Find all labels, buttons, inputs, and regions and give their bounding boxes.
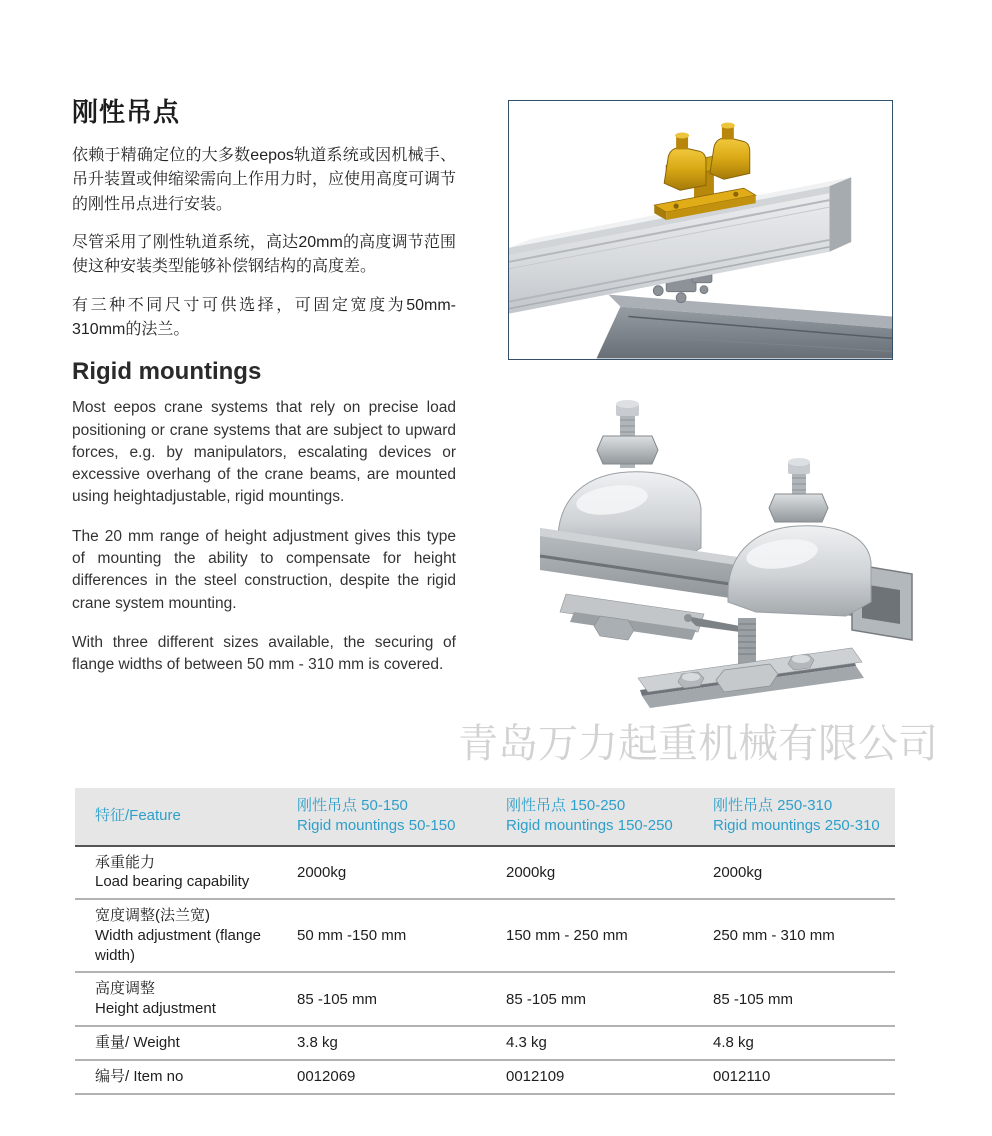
crane-rail-illustration [509,101,892,359]
header-col-50-150: 刚性吊点 50-150 Rigid mountings 50-150 [297,797,456,835]
table-row-height-adjustment: 高度调整 Height adjustment 85 -105 mm 85 -105 mm 85 -105 mm [75,973,895,1027]
header-col-150-250: 刚性吊点 150-250 Rigid mountings 150-250 [506,797,673,835]
header-feature-cell: 特征/Feature [95,807,181,825]
en-paragraph-2: The 20 mm range of height adjustment gives this type of mounting the ability to compensate for height differences in the steel construction, despite the rigid crane system mounting. [72,527,456,612]
table-row-width-adjustment: 宽度调整(法兰宽) Width adjustment (flange width) 50 mm -150 mm 150 mm - 250 mm 250 mm - 310 mm [75,900,895,973]
product-render-image [500,378,930,710]
cn-paragraph-3: 有三种不同尺寸可供选择，可固定宽度为50mm-310mm的法兰。 [72,296,456,338]
table-row-weight: 重量/ Weight 3.8 kg 4.3 kg 4.8 kg [75,1027,895,1061]
table-row-load-bearing: 承重能力 Load bearing capability 2000kg 2000kg 2000kg [75,847,895,901]
cn-page-title: 刚性吊点 [72,97,181,127]
table-row-item-no: 编号/ Item no 0012069 0012109 0012110 [75,1061,895,1095]
installation-render-image [508,100,893,360]
spec-table [75,788,895,1095]
header-col-250-310: 刚性吊点 250-310 Rigid mountings 250-310 [713,797,880,835]
gold-clamp-illustration [654,123,755,220]
company-watermark: 青岛万力起重机械有限公司 [458,722,938,766]
en-page-title: Rigid mountings [72,358,262,386]
cn-paragraph-2: 尽管采用了刚性轨道系统，高达20mm的高度调节范围使这种安装类型能够补偿钢结构的高度差。 [72,233,456,276]
en-paragraph-1: Most eepos crane systems that rely on precise load positioning or crane systems that are subject to upward forces, e.g. by manipulators, escalating devices or excessive overhang of the crane beams, are mounted using heightadjustable, rigid mountings. [72,399,456,506]
rigid-mounting-illustration [500,378,930,710]
table-header-row [75,788,895,847]
en-paragraph-3: With three different sizes available, the securing of flange widths of between 50 mm - 310 mm is covered. [72,634,456,674]
text-column [72,92,456,694]
cn-paragraph-1: 依赖于精确定位的大多数eepos轨道系统或因机械手、吊升装置或伸缩梁需向上作用力时，应使用高度可调节的刚性吊点进行安装。 [72,147,457,213]
